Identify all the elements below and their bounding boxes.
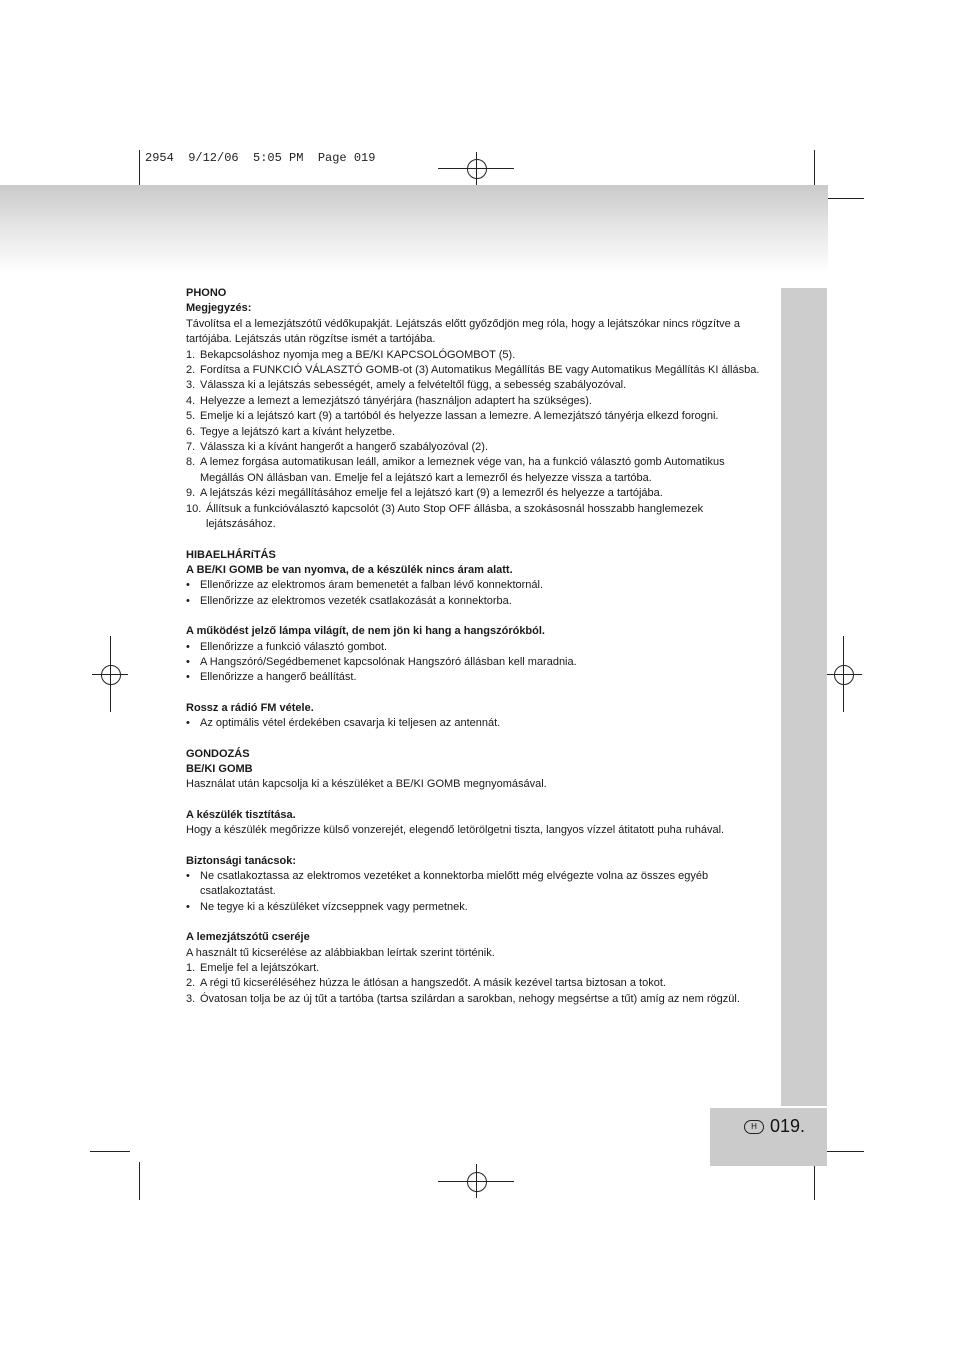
crop-mark bbox=[814, 1162, 815, 1200]
step-text: Bekapcsoláshoz nyomja meg a BE/KI KAPCSOLÓGOMBOT (5). bbox=[200, 348, 516, 361]
step-number: 2. bbox=[186, 364, 196, 377]
section-title-troubleshoot: HIBAELHÁRíTÁS bbox=[186, 548, 276, 561]
section-title-phono: PHONO bbox=[186, 287, 227, 299]
bullet-text: Ne csatlakoztassa az elektromos vezetéket a konnektorba mielőtt még elvégezte volna az összes egyéb csatlakoztatást. bbox=[200, 870, 709, 898]
crop-mark bbox=[139, 1162, 140, 1200]
bullet-text: Az optimális vétel érdekében csavarja ki teljesen az antennát. bbox=[200, 717, 501, 730]
bullet-text: Ellenőrizze a hangerő beállítást. bbox=[200, 671, 357, 684]
crop-mark bbox=[824, 198, 864, 199]
list-item: • Ellenőrizze az elektromos vezeték csatlakozását a konnektorba. bbox=[186, 594, 766, 609]
list-item: • Ellenőrizze a funkció választó gombot. bbox=[186, 640, 766, 655]
step-number: 8. bbox=[186, 456, 196, 469]
problem-heading: Rossz a rádió FM vétele. bbox=[186, 701, 314, 714]
page-number-text: 019. bbox=[770, 1116, 806, 1136]
section-title-care: GONDOZÁS bbox=[186, 747, 250, 760]
page-number bbox=[744, 1116, 805, 1137]
list-item: • Ne tegye ki a készüléket vízcseppnek vagy permetnek. bbox=[186, 900, 766, 915]
step-text: Fordítsa a FUNKCIÓ VÁLASZTÓ GOMB-ot (3) Automatikus Megállítás BE vagy Automatikus Megállítás KI állásba. bbox=[200, 364, 760, 377]
needle-text: A használt tű kicserélése az alábbiakban leírtak szerint történik. bbox=[186, 946, 495, 959]
list-item: • Az optimális vétel érdekében csavarja ki teljesen az antennát. bbox=[186, 716, 766, 731]
list-item: • A Hangszóró/Segédbemenet kapcsolónak Hangszóró állásban kell maradnia. bbox=[186, 655, 766, 670]
step-number: 1. bbox=[186, 348, 196, 361]
safety-title: Biztonsági tanácsok: bbox=[186, 854, 297, 867]
list-item bbox=[186, 976, 766, 991]
crop-mark bbox=[814, 150, 815, 186]
needle-title: A lemezjátszótű cseréje bbox=[186, 931, 310, 944]
clean-title: A készülék tisztítása. bbox=[186, 808, 296, 821]
list-item bbox=[186, 409, 766, 424]
registration-mark-circle bbox=[467, 159, 487, 179]
crop-mark bbox=[139, 150, 140, 186]
list-item bbox=[186, 992, 766, 1007]
step-text: Emelje fel a lejátszókart. bbox=[200, 962, 320, 975]
list-item bbox=[186, 502, 766, 533]
step-number: 5. bbox=[186, 410, 196, 423]
crop-mark bbox=[90, 1151, 130, 1152]
onoff-text: Használat után kapcsolja ki a készüléket a BE/KI GOMB megnyomásával. bbox=[186, 778, 547, 791]
step-number: 10. bbox=[186, 502, 202, 515]
list-item: • Ellenőrizze a hangerő beállítást. bbox=[186, 670, 766, 685]
list-item bbox=[186, 440, 766, 455]
step-text: Tegye a lejátszó kart a kívánt helyzetbe. bbox=[200, 425, 396, 438]
step-text: Helyezze a lemezt a lemezjátszó tányérjára (használjon adaptert ha szükséges). bbox=[200, 394, 592, 407]
list-item bbox=[186, 394, 766, 409]
step-text: Emelje ki a lejátszó kart (9) a tartóból és helyezze lassan a lemezre. A lemezjátszó tányérja elkezd forogni. bbox=[200, 410, 719, 423]
step-text: Válassza ki a lejátszás sebességét, amely a felvételtől függ, a sebesség szabályozóval. bbox=[200, 379, 627, 392]
registration-mark-circle bbox=[834, 665, 854, 685]
bullet-text: A Hangszóró/Segédbemenet kapcsolónak Hangszóró állásban kell maradnia. bbox=[200, 655, 577, 668]
problem-heading: A BE/KI GOMB be van nyomva, de a készülék nincs áram alatt. bbox=[186, 563, 513, 576]
step-number: 9. bbox=[186, 487, 196, 500]
note-title: Megjegyzés: bbox=[186, 302, 252, 315]
step-number: 7. bbox=[186, 441, 196, 454]
step-text: Állítsuk a funkcióválasztó kapcsolót (3) Auto Stop OFF állásba, a szokásosnál hosszabb hanglemezek lejátszásához. bbox=[206, 502, 704, 531]
clean-text: Hogy a készülék megőrizze külső vonzerejét, elegendő letörölgetni tiszta, langyos vízzel átitatott puha ruhával. bbox=[186, 824, 725, 837]
list-item: • Ne csatlakoztassa az elektromos vezetéket a konnektorba mielőtt még elvégezte volna az összes egyéb csatlakoztatást. bbox=[186, 869, 766, 900]
list-item bbox=[186, 425, 766, 440]
step-number: 3. bbox=[186, 992, 196, 1005]
step-text: Óvatosan tolja be az új tűt a tartóba (tartsa szilárdan a sarokban, nehogy megsértse a tűt) amíg az nem rögzül. bbox=[200, 992, 740, 1005]
bullet-text: Ellenőrizze az elektromos áram bemenetét a falban lévő konnektornál. bbox=[200, 579, 544, 592]
bullet-text: Ellenőrizze a funkció választó gombot. bbox=[200, 640, 388, 653]
print-slug: 2954 9/12/06 5:05 PM Page 019 bbox=[145, 151, 376, 165]
side-tab bbox=[781, 288, 827, 1106]
bullet-text: Ne tegye ki a készüléket vízcseppnek vagy permetnek. bbox=[200, 900, 468, 913]
registration-mark-circle bbox=[101, 665, 121, 685]
bullet-text: Ellenőrizze az elektromos vezeték csatlakozását a konnektorba. bbox=[200, 594, 512, 607]
manual-content bbox=[186, 286, 766, 1007]
step-number: 3. bbox=[186, 379, 196, 392]
step-number: 4. bbox=[186, 394, 196, 407]
list-item bbox=[186, 363, 766, 378]
step-text: A régi tű kicseréléséhez húzza le átlósan a hangszedőt. A másik kezével tartsa biztosan a tokot. bbox=[200, 977, 666, 990]
list-item bbox=[186, 348, 766, 363]
crop-mark bbox=[824, 1151, 864, 1152]
header-gradient-band bbox=[0, 185, 828, 273]
step-number: 6. bbox=[186, 425, 196, 438]
step-number: 1. bbox=[186, 962, 196, 975]
step-text: Válassza ki a kívánt hangerőt a hangerő szabályozóval (2). bbox=[200, 441, 488, 454]
list-item bbox=[186, 961, 766, 976]
note-text: Távolítsa el a lemezjátszótű védőkupakját. Lejátszás előtt győződjön meg róla, hogy a lejátszókar nincs rögzítve a tartójába. Lejátszás után rögzítse ismét a tartójába. bbox=[186, 317, 740, 346]
step-number: 2. bbox=[186, 977, 196, 990]
list-item bbox=[186, 378, 766, 393]
list-item: • Ellenőrizze az elektromos áram bemenetét a falban lévő konnektornál. bbox=[186, 578, 766, 593]
step-text: A lemez forgása automatikusan leáll, amikor a lemeznek vége van, ha a funkció választó gomb Automatikus Megállás ON állásban van. Emelje fel a lejátszó kart a lemezről és helyezze vissza a tartóba. bbox=[200, 456, 725, 484]
registration-mark-circle bbox=[467, 1172, 487, 1192]
language-badge: H bbox=[744, 1120, 764, 1134]
list-item bbox=[186, 486, 766, 501]
list-item bbox=[186, 455, 766, 486]
onoff-title: BE/KI GOMB bbox=[186, 762, 253, 775]
step-text: A lejátszás kézi megállításához emelje fel a lejátszó kart (9) a lemezről és helyezze a tartójába. bbox=[200, 487, 663, 500]
problem-heading: A működést jelző lámpa világít, de nem jön ki hang a hangszórókból. bbox=[186, 625, 545, 638]
